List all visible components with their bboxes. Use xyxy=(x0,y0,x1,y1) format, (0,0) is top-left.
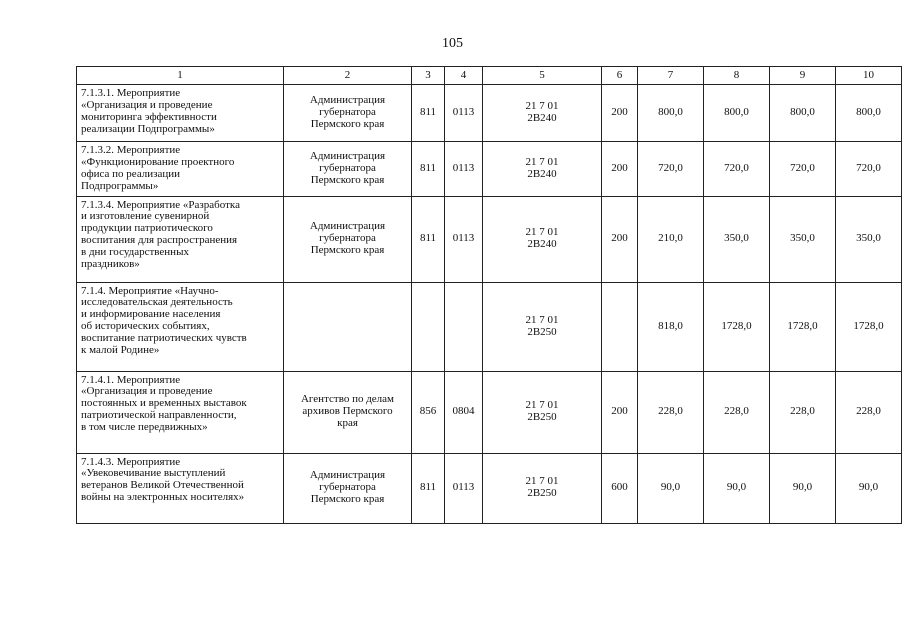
grbs-code-cell: 811 xyxy=(412,196,445,282)
table-row xyxy=(77,453,902,523)
amount-col9-cell: 1728,0 xyxy=(770,282,836,371)
amount-col9-cell: 228,0 xyxy=(770,371,836,453)
table-row xyxy=(77,371,902,453)
administrator-cell: Администрация губернатора Пермского края xyxy=(284,453,412,523)
amount-col7-cell: 800,0 xyxy=(638,85,704,142)
target-article-cell: 21 7 01 2В240 xyxy=(483,85,602,142)
amount-col7-cell: 210,0 xyxy=(638,196,704,282)
amount-col9-cell: 90,0 xyxy=(770,453,836,523)
grbs-code-cell: 811 xyxy=(412,453,445,523)
section-code-cell: 0113 xyxy=(445,453,483,523)
section-code-cell xyxy=(445,282,483,371)
event-name-cell: 7.1.4.3. Мероприятие «Увековечивание выступлений ветеранов Великой Отечественной войны на электронных носителях» xyxy=(77,453,284,523)
table-row xyxy=(77,196,902,282)
column-number: 7 xyxy=(638,67,704,85)
amount-col9-cell: 720,0 xyxy=(770,142,836,197)
column-number: 6 xyxy=(602,67,638,85)
amount-col8-cell: 720,0 xyxy=(704,142,770,197)
target-article-cell: 21 7 01 2В240 xyxy=(483,196,602,282)
column-number-row xyxy=(77,67,902,85)
expense-type-cell: 200 xyxy=(602,142,638,197)
expense-type-cell: 200 xyxy=(602,85,638,142)
column-number: 3 xyxy=(412,67,445,85)
target-article-cell: 21 7 01 2В240 xyxy=(483,142,602,197)
page-number: 105 xyxy=(442,36,463,51)
expense-type-cell xyxy=(602,282,638,371)
amount-col10-cell: 720,0 xyxy=(836,142,902,197)
amount-col8-cell: 350,0 xyxy=(704,196,770,282)
amount-col8-cell: 1728,0 xyxy=(704,282,770,371)
event-name-cell: 7.1.3.2. Мероприятие «Функционирование проектного офиса по реализации Подпрограммы» xyxy=(77,142,284,197)
expense-type-cell: 200 xyxy=(602,371,638,453)
column-number: 1 xyxy=(77,67,284,85)
column-number: 8 xyxy=(704,67,770,85)
amount-col8-cell: 228,0 xyxy=(704,371,770,453)
amount-col7-cell: 228,0 xyxy=(638,371,704,453)
amount-col10-cell: 90,0 xyxy=(836,453,902,523)
budget-table xyxy=(76,66,902,524)
section-code-cell: 0113 xyxy=(445,196,483,282)
event-name-cell: 7.1.3.4. Мероприятие «Разработка и изготовление сувенирной продукции патриотического воспитания для распространения в дни государственных праздников» xyxy=(77,196,284,282)
amount-col10-cell: 1728,0 xyxy=(836,282,902,371)
amount-col10-cell: 228,0 xyxy=(836,371,902,453)
section-code-cell: 0113 xyxy=(445,85,483,142)
expense-type-cell: 600 xyxy=(602,453,638,523)
amount-col8-cell: 800,0 xyxy=(704,85,770,142)
column-number: 4 xyxy=(445,67,483,85)
grbs-code-cell: 856 xyxy=(412,371,445,453)
section-code-cell: 0804 xyxy=(445,371,483,453)
expense-type-cell: 200 xyxy=(602,196,638,282)
amount-col10-cell: 350,0 xyxy=(836,196,902,282)
target-article-cell: 21 7 01 2В250 xyxy=(483,282,602,371)
column-number: 5 xyxy=(483,67,602,85)
target-article-cell: 21 7 01 2В250 xyxy=(483,371,602,453)
table-row xyxy=(77,142,902,197)
amount-col7-cell: 818,0 xyxy=(638,282,704,371)
administrator-cell xyxy=(284,282,412,371)
section-code-cell: 0113 xyxy=(445,142,483,197)
event-name-cell: 7.1.4. Мероприятие «Научно- исследовательская деятельность и информирование населения об исторических событиях, воспитание патриотических чувств к малой Родине» xyxy=(77,282,284,371)
amount-col9-cell: 800,0 xyxy=(770,85,836,142)
amount-col10-cell: 800,0 xyxy=(836,85,902,142)
administrator-cell: Агентство по делам архивов Пермского края xyxy=(284,371,412,453)
amount-col7-cell: 90,0 xyxy=(638,453,704,523)
administrator-cell: Администрация губернатора Пермского края xyxy=(284,85,412,142)
column-number: 9 xyxy=(770,67,836,85)
administrator-cell: Администрация губернатора Пермского края xyxy=(284,142,412,197)
grbs-code-cell: 811 xyxy=(412,142,445,197)
amount-col7-cell: 720,0 xyxy=(638,142,704,197)
event-name-cell: 7.1.3.1. Мероприятие «Организация и проведение мониторинга эффективности реализации Подпрограммы» xyxy=(77,85,284,142)
table-row xyxy=(77,85,902,142)
administrator-cell: Администрация губернатора Пермского края xyxy=(284,196,412,282)
target-article-cell: 21 7 01 2В250 xyxy=(483,453,602,523)
amount-col9-cell: 350,0 xyxy=(770,196,836,282)
column-number: 2 xyxy=(284,67,412,85)
event-name-cell: 7.1.4.1. Мероприятие «Организация и проведение постоянных и временных выставок патриотической направленности, в том числе передвижных» xyxy=(77,371,284,453)
column-number: 10 xyxy=(836,67,902,85)
grbs-code-cell xyxy=(412,282,445,371)
grbs-code-cell: 811 xyxy=(412,85,445,142)
table-row xyxy=(77,282,902,371)
amount-col8-cell: 90,0 xyxy=(704,453,770,523)
